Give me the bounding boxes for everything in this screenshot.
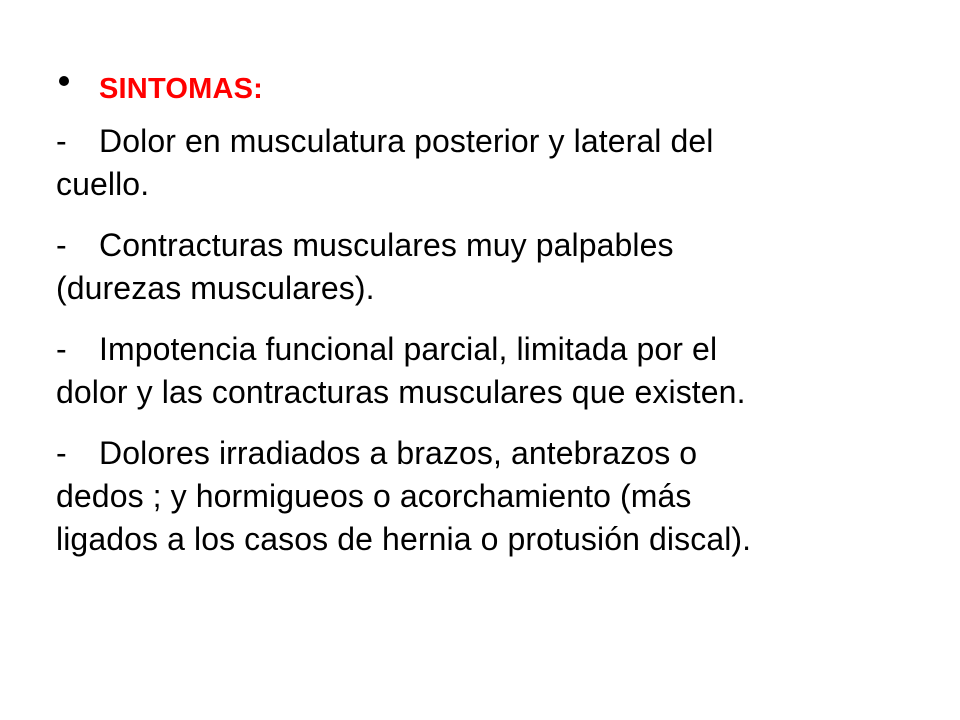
symptom-text-line: (durezas musculares). [56, 270, 375, 306]
symptom-item-4 [56, 432, 906, 561]
symptom-text-line: Contracturas musculares muy palpables [99, 227, 674, 263]
symptom-text-line: Dolores irradiados a brazos, antebrazos o [99, 435, 698, 471]
symptom-item-3 [56, 328, 906, 414]
symptom-text-line: dolor y las contracturas musculares que existen. [56, 374, 746, 410]
symptom-text-line: ligados a los casos de hernia o protusión discal). [56, 521, 752, 557]
symptom-text-line: dedos ; y hormigueos o acorchamiento (más [56, 478, 692, 514]
symptom-item-2 [56, 224, 906, 310]
dash-marker: - [56, 123, 67, 159]
symptom-text-line: Impotencia funcional parcial, limitada por el [99, 331, 718, 367]
heading-sintomas: SINTOMAS: [99, 73, 263, 105]
heading-row [56, 66, 906, 114]
bullet-icon [59, 76, 69, 86]
symptom-text-line: Dolor en musculatura posterior y lateral del [99, 123, 714, 159]
slide-content [56, 66, 906, 579]
dash-marker: - [56, 331, 67, 367]
symptom-item-1 [56, 120, 906, 206]
dash-marker: - [56, 227, 67, 263]
symptom-text-line: cuello. [56, 166, 150, 202]
dash-marker: - [56, 435, 67, 471]
